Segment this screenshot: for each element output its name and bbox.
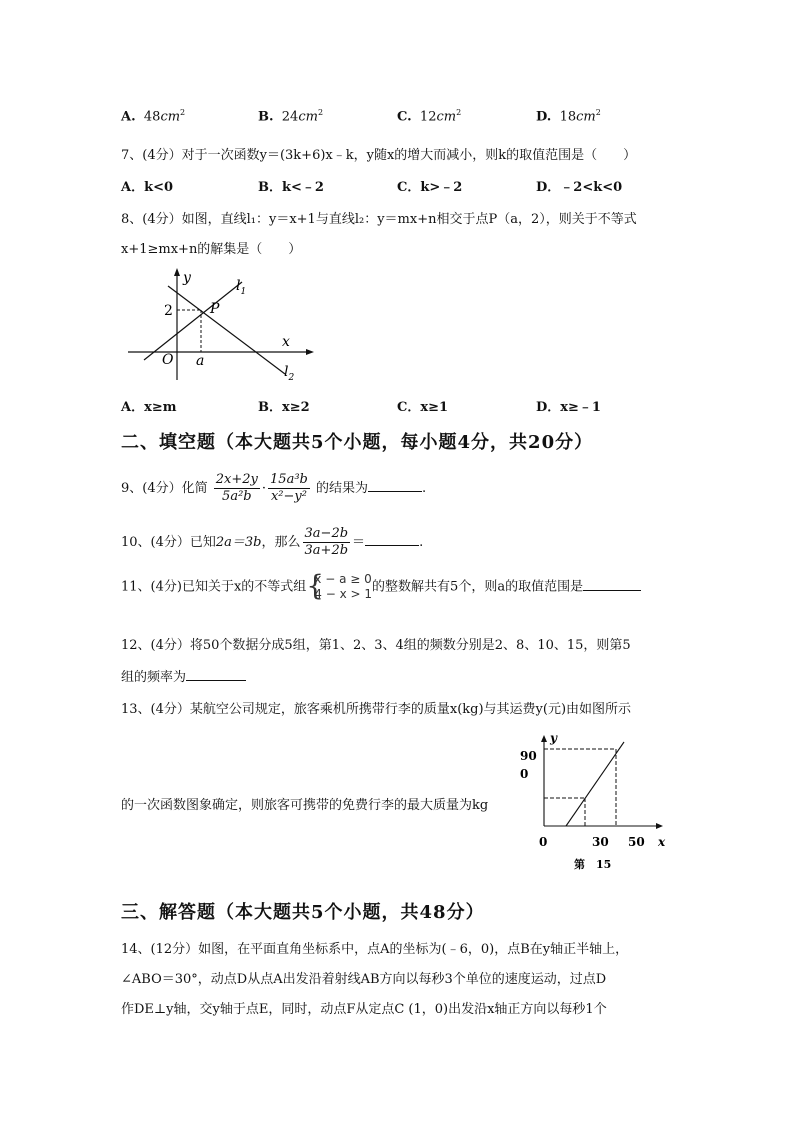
q9-answer-blank[interactable] xyxy=(368,491,422,492)
question-12-line2 xyxy=(121,666,246,685)
question-8-line2: x+1≥mx+n的解集是（ ） xyxy=(121,242,302,257)
q13-graph xyxy=(514,728,674,874)
question-11 xyxy=(121,569,641,602)
tick-label-90: 90 xyxy=(520,749,537,763)
q7-option-b: B．k<﹣2 xyxy=(258,180,324,195)
q11-inequality-2: 4 − x > 1 xyxy=(314,587,373,601)
q9-suffix: 的结果为 xyxy=(316,481,369,496)
q10-prefix: 10、(4分）已知 xyxy=(121,535,216,550)
question-9 xyxy=(121,472,426,505)
question-12-line1: 12、(4分）将50个数据分成5组，第1、2、3、4组的频数分别是2、8、10、15，则第5 xyxy=(121,638,631,653)
q10-eq: ＝ xyxy=(352,535,366,550)
q11-inequality-system xyxy=(306,569,373,602)
tick-label-0-second: 0 xyxy=(520,767,529,781)
option-letter: C. xyxy=(397,109,412,125)
question-14-line3: 作DE⊥y轴，交y轴于点E，同时，动点F从定点C (1，0)出发沿x轴正方向以每秒1个 xyxy=(121,1002,607,1017)
option-c xyxy=(397,108,461,124)
option-a xyxy=(121,108,185,124)
option-exp: 2 xyxy=(456,108,462,117)
question-13-line2: 的一次函数图象确定，则旅客可携带的免费行李的最大质量为kg xyxy=(121,798,489,813)
q10-f-num: 3a−2b xyxy=(304,526,349,541)
q9-end: . xyxy=(422,481,427,496)
q9-fraction-2 xyxy=(268,472,310,505)
x-axis-label: x xyxy=(282,334,290,350)
q9-dot: · xyxy=(261,481,267,496)
option-exp: 2 xyxy=(317,108,324,117)
q9-f1-num: 2x+2y xyxy=(215,472,258,487)
option-value: 24 xyxy=(281,109,299,125)
q7-option-d: D．﹣2<k<0 xyxy=(536,180,623,195)
option-letter: D. xyxy=(536,109,552,125)
option-letter: A. xyxy=(121,109,136,125)
q10-mid: ，那么 xyxy=(261,535,301,550)
q7-option-c: C．k>﹣2 xyxy=(397,180,463,195)
q10-end: . xyxy=(419,535,424,550)
y-axis-label: y xyxy=(183,270,191,286)
q9-f2-num: 15a³b xyxy=(270,472,308,487)
line-label-l2: $l_2$ xyxy=(284,364,295,383)
tick-label-a: a xyxy=(196,353,205,369)
option-unit: cm xyxy=(160,109,181,125)
q11-brace: { xyxy=(306,569,325,602)
q9-f1-den: 5a²b xyxy=(222,489,252,504)
section-2-title: 二、填空题（本大题共5个小题，每小题4分，共20分） xyxy=(121,432,594,453)
q8-option-a: A．x≥m xyxy=(121,400,177,415)
section-3-title: 三、解答题（本大题共5个小题，共48分） xyxy=(121,902,485,923)
tick-label-50: 50 xyxy=(628,835,645,849)
q10-fraction xyxy=(303,526,351,559)
question-7-stem: 7、(4分）对于一次函数y＝(3k+6)x﹣k，y随x的增大而减小，则k的取值范围是（ ） xyxy=(121,148,637,163)
question-8-line1: 8、(4分）如图，直线l₁：y＝x+1与直线l₂：y＝mx+n相交于点P（a，2），则关于不等式 xyxy=(121,212,637,227)
q10-condition: 2a＝3b xyxy=(215,535,262,550)
option-value: 12 xyxy=(419,109,437,125)
y-axis-arrow xyxy=(541,735,547,742)
question-10 xyxy=(121,526,423,559)
point-label-p: P xyxy=(210,301,220,317)
q11-suffix: 的整数解共有5个，则a的取值范围是 xyxy=(372,579,584,595)
q10-answer-blank[interactable] xyxy=(365,545,419,546)
option-unit: cm xyxy=(436,109,457,125)
question-14-line1: 14、(12分）如图，在平面直角坐标系中，点A的坐标为(﹣6，0)，点B在y轴正半轴上， xyxy=(121,942,629,957)
q9-fraction-1 xyxy=(214,472,260,505)
tick-label-origin: 0 xyxy=(539,835,548,849)
q8-graph xyxy=(120,262,320,387)
q11-prefix: 11、(4分)已知关于x的不等式组 xyxy=(121,579,307,595)
question-13-line1: 13、(4分）某航空公司规定，旅客乘机所携带行李的质量x(kg)与其运费y(元)由如图所示 xyxy=(121,702,632,717)
y-axis-arrow xyxy=(174,268,180,276)
option-unit: cm xyxy=(298,109,318,125)
q9-prefix: 9、(4分）化简 xyxy=(121,481,208,496)
y-axis-label: y xyxy=(550,731,557,745)
option-d xyxy=(536,108,601,124)
option-exp: 2 xyxy=(595,108,601,117)
q11-answer-blank[interactable] xyxy=(583,590,641,591)
x-axis-arrow xyxy=(656,823,663,829)
option-value: 48 xyxy=(143,109,161,125)
q8-option-d: D．x≥﹣1 xyxy=(536,400,601,415)
tick-label-2: 2 xyxy=(164,303,173,319)
q10-f-den: 3a+2b xyxy=(304,543,349,558)
q8-option-c: C．x≥1 xyxy=(397,400,449,415)
q12-line2-text: 组的频率为 xyxy=(121,670,187,685)
q7-option-a: A．k<0 xyxy=(121,180,174,195)
function-line xyxy=(566,742,624,826)
tick-label-30: 30 xyxy=(592,835,609,849)
option-value: 18 xyxy=(559,109,577,125)
option-exp: 2 xyxy=(180,108,186,117)
origin-label: O xyxy=(162,352,174,368)
line-l1 xyxy=(144,282,242,360)
option-b xyxy=(258,108,323,124)
graph-caption: 第 15 xyxy=(574,858,612,871)
q11-inequality-1: x − a ≥ 0 xyxy=(314,572,372,586)
q8-option-b: B．x≥2 xyxy=(258,400,310,415)
x-axis-arrow xyxy=(306,349,314,355)
option-letter: B. xyxy=(258,109,274,125)
x-axis-label: x xyxy=(658,835,666,849)
line-l2 xyxy=(168,286,285,374)
q9-f2-den: x²−y² xyxy=(270,489,307,504)
line-label-l1: $l_1$ xyxy=(236,278,247,297)
question-14-line2: ∠ABO＝30°，动点D从点A出发沿着射线AB方向以每秒3个单位的速度运动，过点D xyxy=(121,972,607,987)
option-unit: cm xyxy=(576,109,596,125)
q12-answer-blank[interactable] xyxy=(186,680,246,681)
